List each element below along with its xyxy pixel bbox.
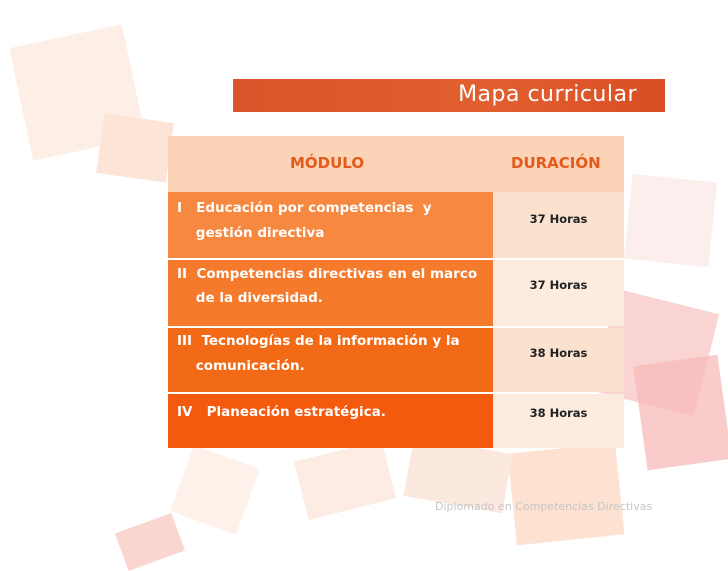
module-name-line2: gestión directiva xyxy=(177,225,325,241)
module-name-line2: de la diversidad. xyxy=(177,290,323,306)
duration-value: 38 Horas xyxy=(529,346,588,360)
module-cell xyxy=(168,328,493,392)
header-duration-cell xyxy=(493,136,624,192)
decorative-square xyxy=(170,445,260,535)
duration-cell xyxy=(493,394,624,448)
duration-value: 38 Horas xyxy=(529,406,588,420)
table-row xyxy=(168,394,624,448)
duration-cell xyxy=(493,328,624,392)
duration-value: 37 Horas xyxy=(529,212,588,226)
table-header-row xyxy=(168,136,624,192)
module-name-line1: III Tecnologías de la información y la xyxy=(177,333,460,349)
table-row xyxy=(168,328,624,392)
module-name-line1: IV Planeación estratégica. xyxy=(177,404,386,420)
module-cell xyxy=(168,192,493,258)
duration-cell xyxy=(493,260,624,326)
duration-value: 37 Horas xyxy=(529,278,588,292)
module-cell xyxy=(168,260,493,326)
curriculum-table xyxy=(168,136,624,448)
decorative-square xyxy=(96,113,174,182)
decorative-square xyxy=(633,355,728,471)
title-bar xyxy=(233,79,665,112)
header-duration-label: DURACIÓN xyxy=(511,154,601,172)
decorative-square xyxy=(115,513,185,571)
module-cell xyxy=(168,394,493,448)
duration-cell xyxy=(493,192,624,258)
table-row xyxy=(168,192,624,258)
decorative-square xyxy=(624,174,717,267)
module-name-line1: I Educación por competencias y xyxy=(177,200,432,216)
module-name-line1: II Competencias directivas en el marco xyxy=(177,266,478,282)
footer-text: Diplomado en Competencias Directivas xyxy=(435,500,653,513)
page-title: Mapa curricular xyxy=(458,82,637,107)
decorative-square xyxy=(294,440,396,520)
header-module-cell xyxy=(168,136,493,192)
decorative-square xyxy=(507,443,624,546)
module-name-line2: comunicación. xyxy=(177,358,305,374)
header-module-label: MÓDULO xyxy=(290,154,365,172)
table-row xyxy=(168,260,624,326)
